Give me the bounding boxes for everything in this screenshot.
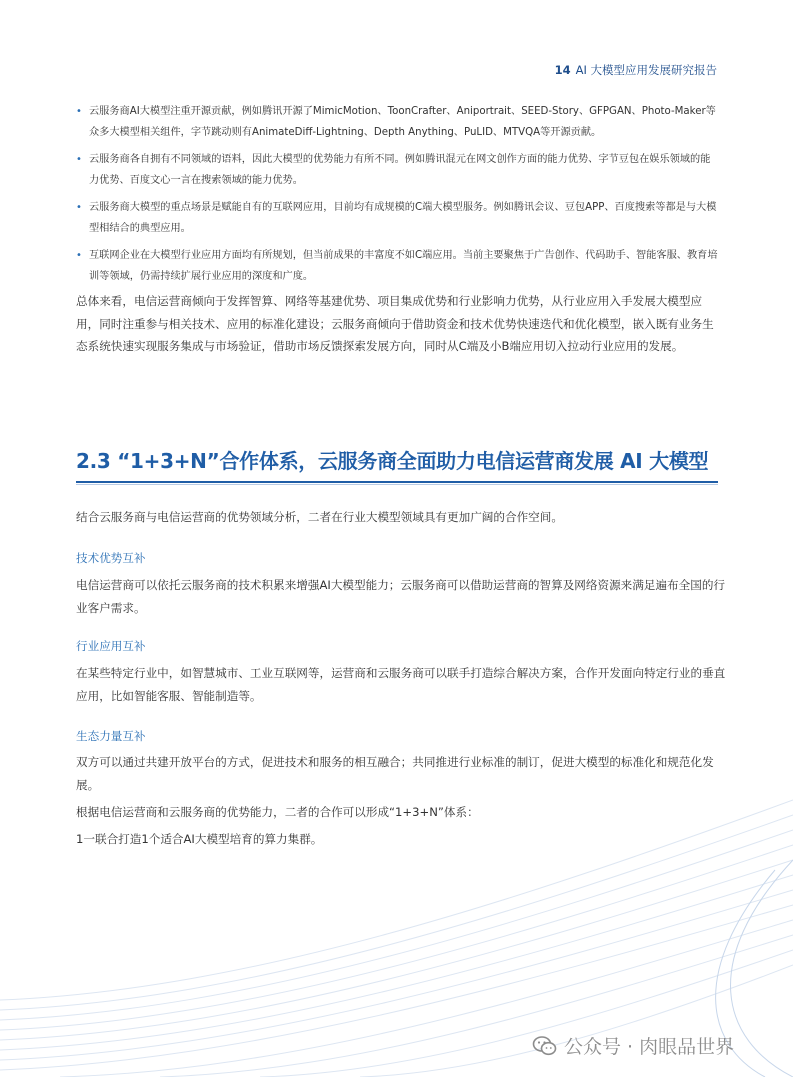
- watermark-text: 公众号 · 肉眼品世界: [564, 1036, 735, 1058]
- list-item: • 云服务商AI大模型注重开源贡献，例如腾讯开源了MimicMotion、ToonCrafter、Aniportrait、SEED-Story、GFPGAN、Photo-Maker等众多大模型相关组件，字节跳动则有AnimateDiff-Lightning、Depth Anything、PuLID、MTVQA等开源贡献。: [76, 101, 718, 143]
- section-intro: 结合云服务商与电信运营商的优势领域分析，二者在行业大模型领域具有更加广阔的合作空间。: [76, 510, 563, 524]
- bullet-dot-icon: •: [76, 202, 82, 213]
- section-divider-thin: [76, 484, 718, 485]
- subsection-text: 双方可以通过共建开放平台的方式，促进技术和服务的相互融合；共同推进行业标准的制订，促进大模型的标准化和规范化发展。: [76, 755, 714, 792]
- closing-paragraph: 根据电信运营商和云服务商的优势能力，二者的合作可以形成“1+3+N”体系：: [76, 805, 479, 819]
- report-title: AI 大模型应用发展研究报告: [575, 63, 717, 77]
- page-number: 14: [554, 63, 571, 77]
- list-item: • 云服务商大模型的重点场景是赋能自有的互联网应用，目前均有成规模的C端大模型服务。例如腾讯会议、豆包APP、百度搜索等都是与大模型相结合的典型应用。: [76, 197, 718, 239]
- bullet-dot-icon: •: [76, 154, 82, 165]
- section-divider: [76, 481, 718, 483]
- closing-item: 1一联合打造1个适合AI大模型培育的算力集群。: [76, 832, 323, 846]
- subsection-heading: 行业应用互补: [76, 639, 146, 653]
- watermark: [532, 1032, 734, 1059]
- summary-paragraph: 总体来看，电信运营商倾向于发挥智算、网络等基建优势、项目集成优势和行业影响力优势，从行业应用入手发展大模型应用，同时注重参与相关技术、应用的标准化建设；云服务商倾向于借助资金和技术优势快速迭代和优化模型，嵌入既有业务生态系统快速实现服务集成与市场验证，借助市场反馈探索发展方向，同时从C端及小B端应用切入拉动行业应用的发展。: [76, 294, 714, 353]
- bullet-list: [76, 101, 718, 293]
- bullet-dot-icon: •: [76, 250, 82, 261]
- list-item: • 互联网企业在大模型行业应用方面均有所规划，但当前成果的丰富度不如C端应用。当前主要聚焦于广告创作、代码助手、智能客服、教育培训等领域，仍需持续扩展行业应用的深度和广度。: [76, 245, 718, 287]
- list-item: • 云服务商各自拥有不同领域的语料，因此大模型的优势能力有所不同。例如腾讯混元在网文创作方面的能力优势、字节豆包在娱乐领域的能力优势、百度文心一言在搜索领域的能力优势。: [76, 149, 718, 191]
- page-header: [555, 62, 717, 78]
- wechat-icon: [532, 1033, 558, 1059]
- subsection-text: 在某些特定行业中，如智慧城市、工业互联网等，运营商和云服务商可以联手打造综合解决方案，合作开发面向特定行业的垂直应用，比如智能客服、智能制造等。: [76, 666, 726, 703]
- subsection-heading: 技术优势互补: [76, 551, 146, 565]
- subsection-text: 电信运营商可以依托云服务商的技术积累来增强AI大模型能力；云服务商可以借助运营商的智算及网络资源来满足遍布全国的行业客户需求。: [76, 578, 726, 615]
- subsection-heading: 生态力量互补: [76, 729, 146, 743]
- section-title: 2.3 “1+3+N”合作体系，云服务商全面助力电信运营商发展 AI 大模型: [76, 449, 709, 473]
- bullet-dot-icon: •: [76, 106, 82, 117]
